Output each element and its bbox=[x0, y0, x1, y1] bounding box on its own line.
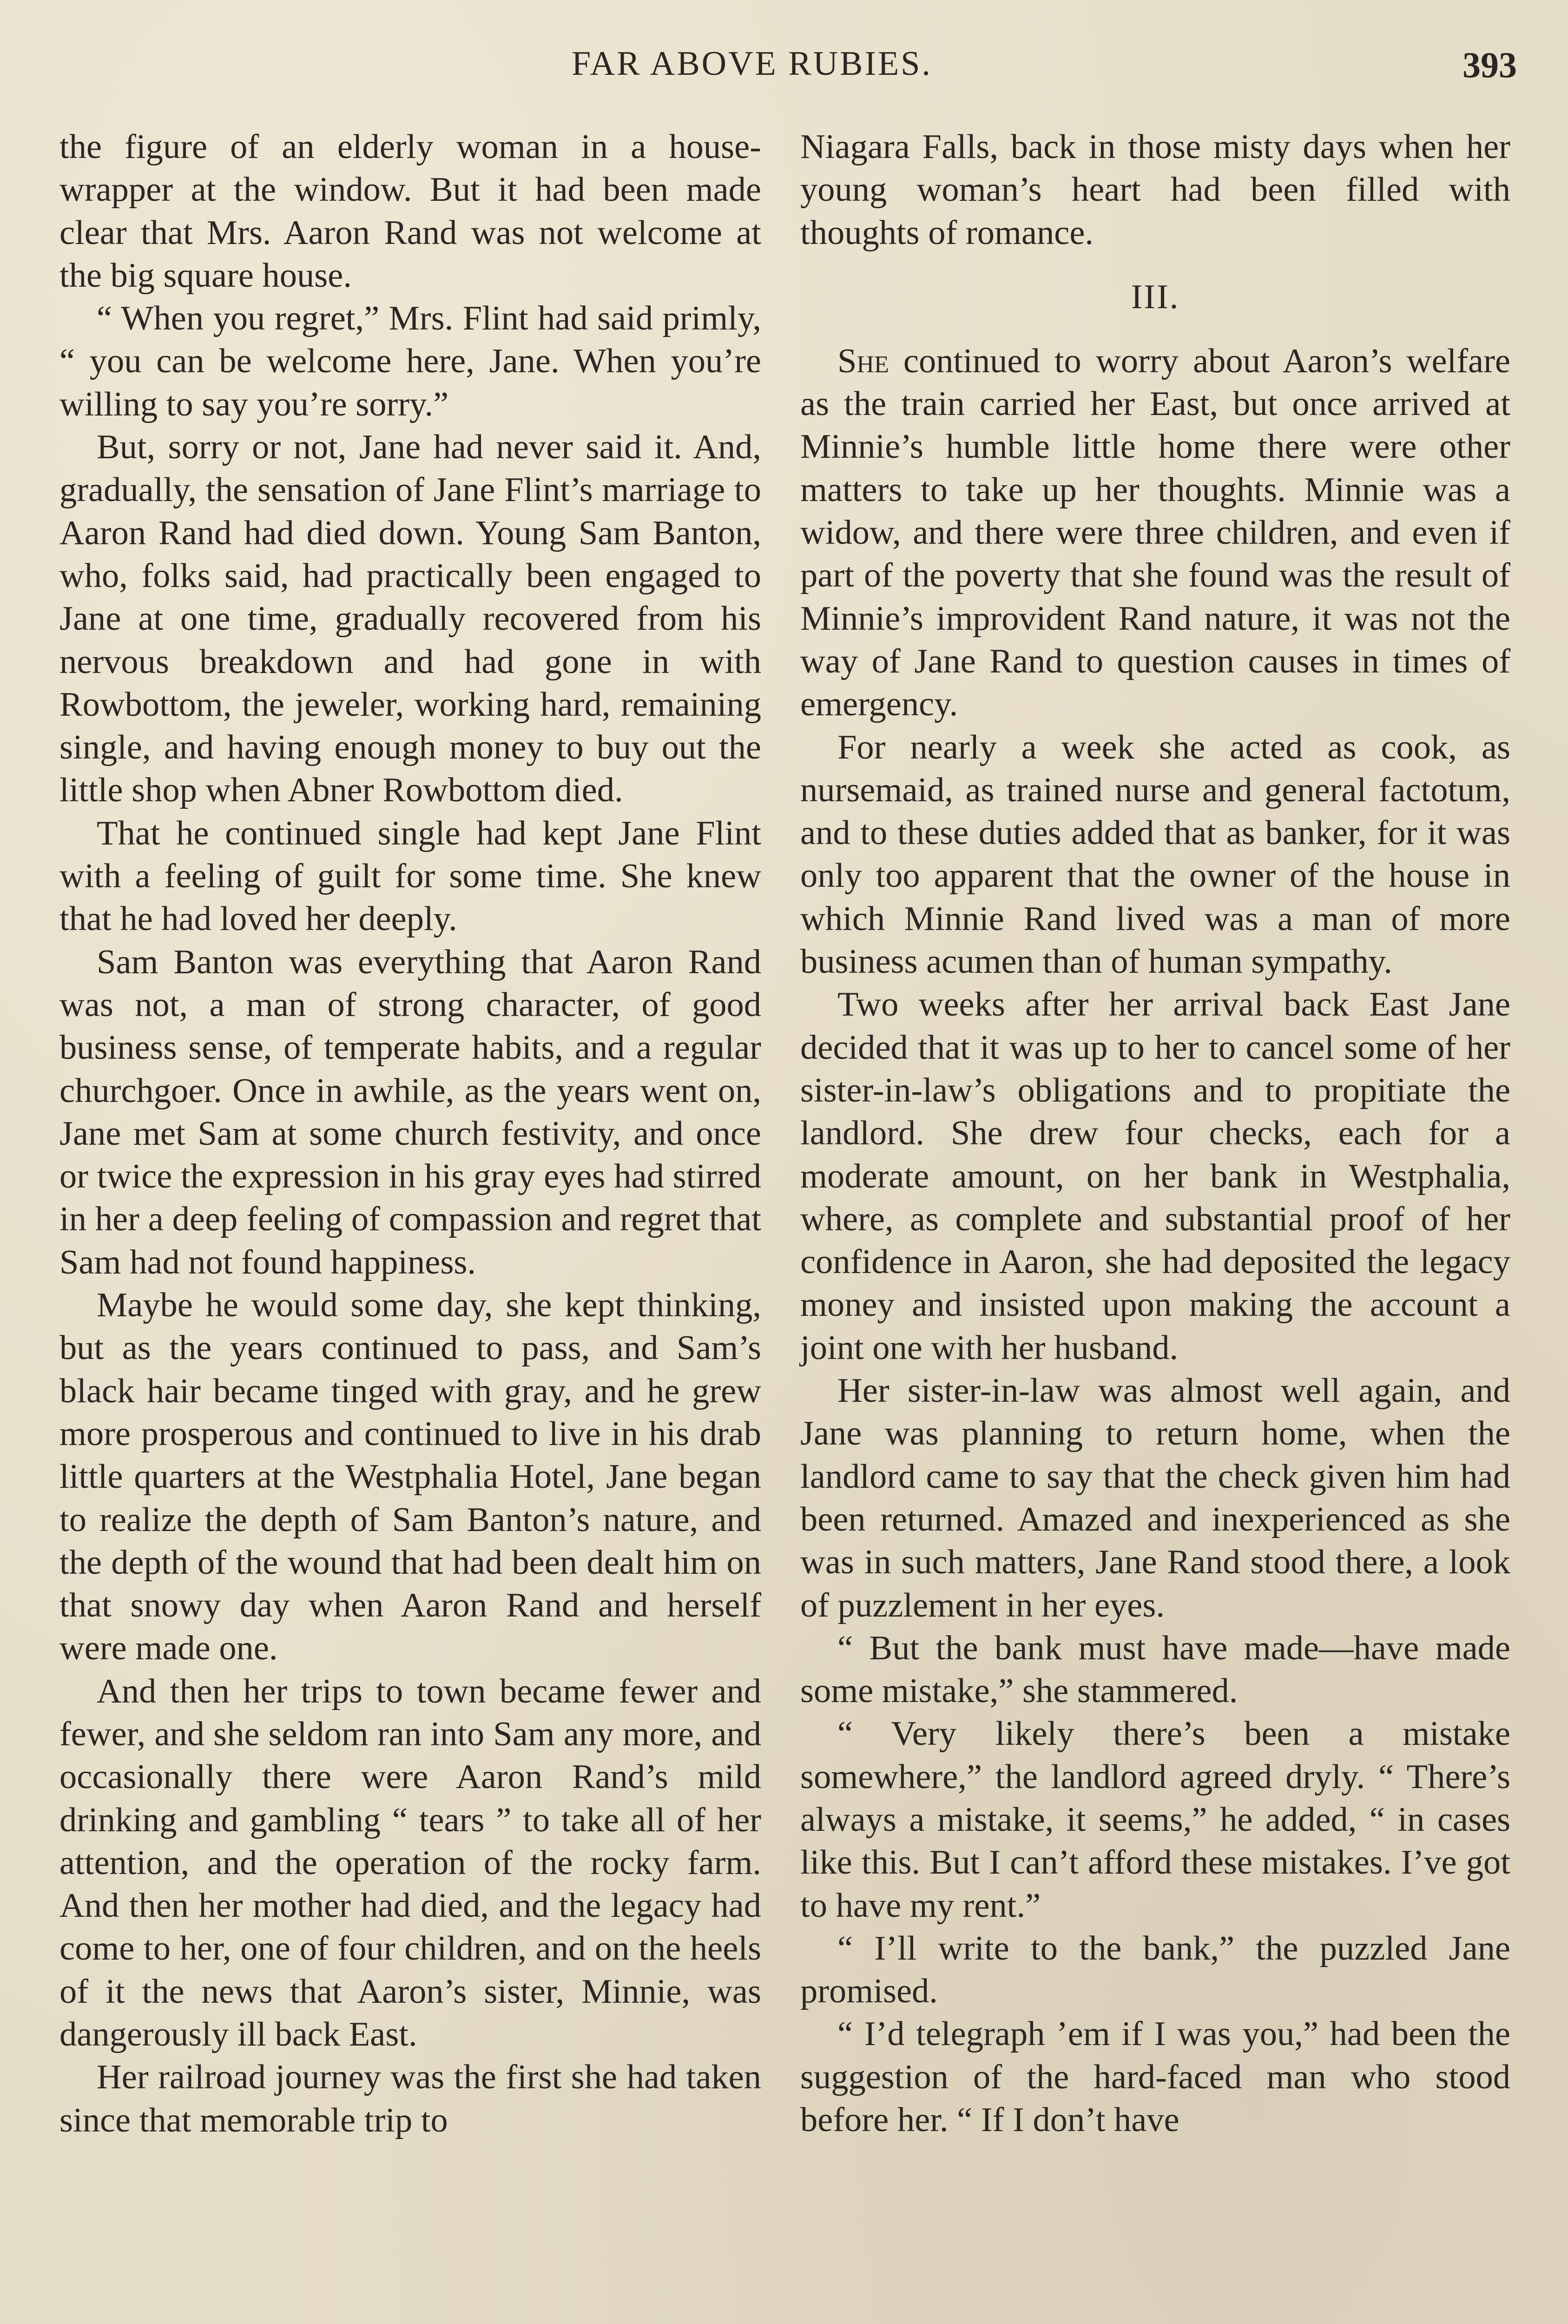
paragraph: Maybe he would some day, she kept thinking, but as the years continued to pass, and Sam’s black hair became tinged with gray, and he grew more prosperous and continued to live in his drab little quarters at the Westphalia Hotel, Jane began to realize the depth of Sam Banton’s nature, and the depth of the wound that had been dealt him on that snowy day when Aaron Rand and herself were made one. bbox=[59, 1286, 761, 1668]
paragraph: “ I’ll write to the bank,” the puzzled Jane promised. bbox=[800, 1929, 1510, 2011]
paragraph: Her sister-in-law was almost well again, and Jane was planning to return home, when the landlord came to say that the check given him had been returned. Amazed and inexperienced as she was in such matters, Jane Rand stood there, a look of puzzlement in her eyes. bbox=[800, 1372, 1510, 1624]
section-heading: III. bbox=[1131, 277, 1180, 316]
paragraph: the figure of an elderly woman in a house-wrapper at the window. But it had been made clear that Mrs. Aaron Rand was not welcome at the big square house. bbox=[59, 128, 761, 295]
page-number: 393 bbox=[1463, 45, 1517, 85]
paragraph: That he continued single had kept Jane Flint with a feeling of guilt for some time. She knew that he had loved her deeply. bbox=[59, 814, 761, 938]
paragraph: Two weeks after her arrival back East Jane decided that it was up to her to cancel some of her sister-in-law’s obligations and to propitiate the landlord. She drew four checks, each for a moderate amount, on her bank in Westphalia, where, as complete and substantial proof of her confidence in Aaron, she had deposited the legacy money and insisted upon making the account a joint one with her husband. bbox=[800, 985, 1510, 1367]
paragraph: “ Very likely there’s been a mistake somewhere,” the landlord agreed dryly. “ There’s always a mistake, it seems,” he added, “ in cases like this. But I can’t afford these mistakes. I’ve got to have my rent.” bbox=[800, 1715, 1510, 1925]
paragraph: “ When you regret,” Mrs. Flint had said primly, “ you can be welcome here, Jane. When you’re willing to say you’re sorry.” bbox=[59, 299, 761, 423]
right-column bbox=[800, 125, 1510, 2141]
paragraph: For nearly a week she acted as cook, as nursemaid, as trained nurse and general factotum, and to these duties added that as banker, for it was only too apparent that the owner of the house in which Minnie Rand lived was a man of more business acumen than of human sympathy. bbox=[800, 728, 1510, 981]
running-title: FAR ABOVE RUBIES. bbox=[572, 45, 932, 83]
paragraph: Sam Banton was everything that Aaron Rand was not, a man of strong character, of good business sense, of temperate habits, and a regular churchgoer. Once in awhile, as the years went on, Jane met Sam at some church festivity, and once or twice the expression in his gray eyes had stirred in her a deep feeling of compassion and regret that Sam had not found happiness. bbox=[59, 943, 761, 1281]
paragraph: “ I’d telegraph ’em if I was you,” had been the suggestion of the hard-faced man who stood before her. “ If I don’t have bbox=[800, 2015, 1510, 2139]
continuation-paragraph: Niagara Falls, back in those misty days when her young woman’s heart had been filled with thoughts of romance. bbox=[800, 128, 1510, 252]
section-opening-paragraph bbox=[800, 340, 1510, 726]
paragraph: Her railroad journey was the first she had taken since that memorable trip to bbox=[59, 2058, 761, 2139]
opening-paragraph-text: continued to worry about Aaron’s welfare as the train carried her East, but once arrived at Minnie’s humble little home there were other matters to take up her thoughts. Minnie was a widow, and there were three children, and even if part of the poverty that she found was the result of Minnie’s improvident Rand nature, it was not the way of Jane Rand to question causes in times of emergency. bbox=[800, 342, 1510, 724]
left-column bbox=[59, 125, 761, 2142]
opening-word: She bbox=[837, 342, 889, 380]
paragraph: But, sorry or not, Jane had never said it. And, gradually, the sensation of Jane Flint’s marriage to Aaron Rand had died down. Young Sam Banton, who, folks said, had practically been engaged to Jane at one time, gradually recovered from his nervous breakdown and had gone in with Rowbottom, the jeweler, working hard, remaining single, and having enough money to buy out the little shop when Abner Rowbottom died. bbox=[59, 428, 761, 810]
paragraph: And then her trips to town became fewer and fewer, and she seldom ran into Sam any more, and occasionally there were Aaron Rand’s mild drinking and gambling “ tears ” to take all of her attention, and the operation of the rocky farm. And then her mother had died, and the legacy had come to her, one of four children, and on the heels of it the news that Aaron’s sister, Minnie, was dangerously ill back East. bbox=[59, 1672, 761, 2054]
paragraph: “ But the bank must have made—have made some mistake,” she stammered. bbox=[800, 1629, 1510, 1710]
page-header bbox=[0, 44, 1568, 95]
